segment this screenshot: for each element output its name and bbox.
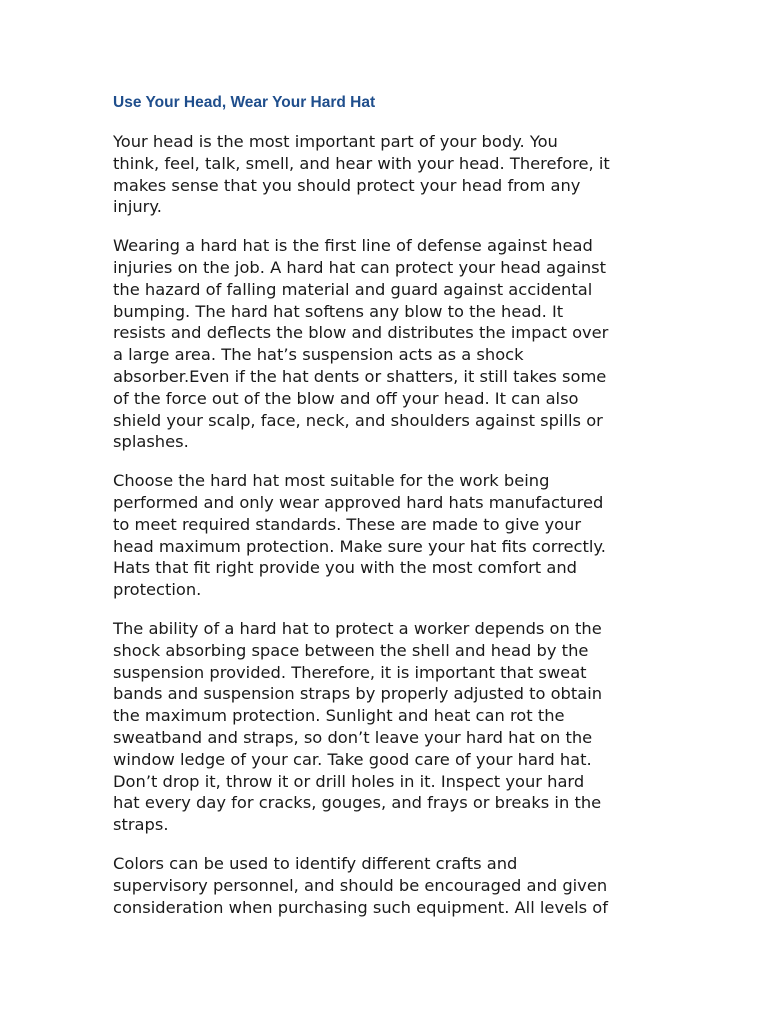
paragraph-container [113, 131, 658, 918]
text-line: Wearing a hard hat is the first line of defense against head [113, 236, 593, 256]
text-line: makes sense that you should protect your head from any [113, 175, 581, 195]
text-line: sweatband and straps, so don’t leave your hard hat on the [113, 727, 593, 747]
paragraph [113, 470, 658, 601]
text-line: Choose the hard hat most suitable for the work being [113, 471, 550, 491]
text-line: Hats that fit right provide you with the most comfort and [113, 558, 577, 578]
text-line: performed and only wear approved hard hats manufactured [113, 492, 604, 512]
text-line: bumping. The hard hat softens any blow to the head. It [113, 301, 564, 321]
text-line: to meet required standards. These are made to give your [113, 514, 582, 534]
document-title: Use Your Head, Wear Your Hard Hat [113, 94, 376, 111]
paragraph [113, 235, 658, 453]
text-line: think, feel, talk, smell, and hear with your head. Therefore, it [113, 153, 610, 173]
paragraph [113, 853, 658, 918]
text-line: absorber.Even if the hat dents or shatters, it still takes some [113, 366, 607, 386]
text-line: suspension provided. Therefore, it is important that sweat [113, 662, 587, 682]
paragraph [113, 618, 658, 836]
text-line: Colors can be used to identify different crafts and [113, 853, 518, 873]
text-line: a large area. The hat’s suspension acts as a shock [113, 345, 524, 365]
paragraph [113, 131, 658, 218]
text-line: consideration when purchasing such equipment. All levels of [113, 897, 608, 917]
document-body [113, 92, 658, 935]
text-line: window ledge of your car. Take good care of your hard hat. [113, 749, 592, 769]
text-line: of the force out of the blow and off your head. It can also [113, 388, 579, 408]
text-line: Don’t drop it, throw it or drill holes in it. Inspect your hard [113, 771, 585, 791]
text-line: shock absorbing space between the shell and head by the [113, 640, 589, 660]
text-line: resists and deflects the blow and distributes the impact over [113, 323, 609, 343]
text-line: the hazard of falling material and guard against accidental [113, 279, 593, 299]
text-line: injury. [113, 197, 162, 217]
text-line: head maximum protection. Make sure your hat fits correctly. [113, 536, 606, 556]
text-line: supervisory personnel, and should be encouraged and given [113, 875, 608, 895]
text-line: injuries on the job. A hard hat can protect your head against [113, 257, 607, 277]
text-line: The ability of a hard hat to protect a worker depends on the [113, 618, 602, 638]
text-line: bands and suspension straps by properly adjusted to obtain [113, 684, 603, 704]
text-line: shield your scalp, face, neck, and shoulders against spills or [113, 410, 603, 430]
text-line: splashes. [113, 432, 189, 452]
text-line: the maximum protection. Sunlight and heat can rot the [113, 706, 565, 726]
text-line: straps. [113, 815, 169, 835]
text-line: hat every day for cracks, gouges, and frays or breaks in the [113, 793, 602, 813]
text-line: protection. [113, 580, 202, 600]
text-line: Your head is the most important part of your body. You [113, 132, 558, 151]
